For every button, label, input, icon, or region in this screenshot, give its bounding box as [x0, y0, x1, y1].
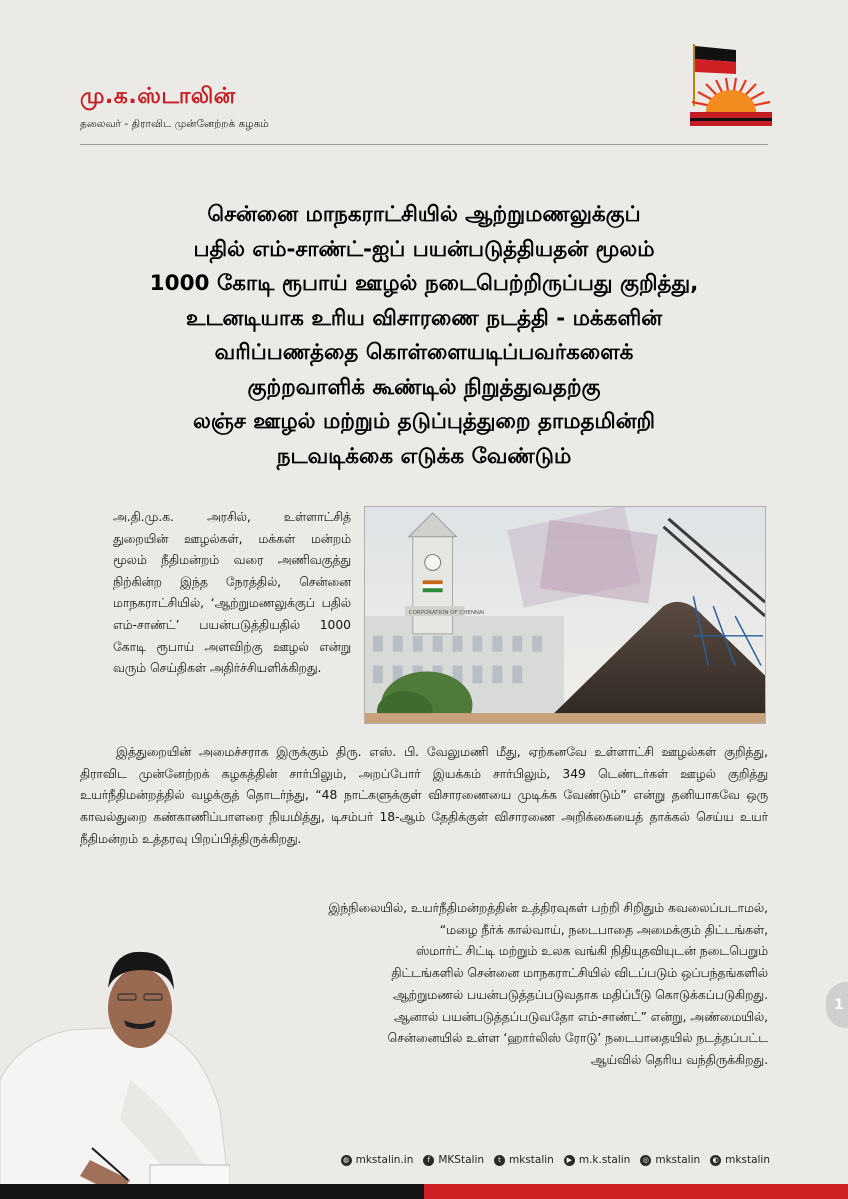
paragraph-3-line: “மழை நீர்க் கால்வாய், நடைபாதை அமைக்கும் திட்டங்கள், [439, 922, 768, 937]
building-sign: CORPORATION OF CHENNAI [408, 610, 485, 617]
social-label: MKStalin [438, 1154, 485, 1166]
paragraph-3-line: சென்னையில் உள்ள ‘ஹார்லிஸ் ரோடு’ நடைபாதையில் நடத்தப்பட்ட [387, 1031, 768, 1046]
social-link-youtube[interactable] [564, 1154, 631, 1166]
header-divider [80, 144, 768, 145]
social-link-facebook[interactable] [423, 1154, 484, 1166]
koo-icon: ◐ [710, 1155, 721, 1166]
headline-line: குற்றவாளிக் கூண்டில் நிறுத்துவதற்கு [247, 374, 601, 400]
social-links [300, 1154, 770, 1166]
paragraph-3-line: ஆற்றுமணல் பயன்படுத்தப்படுவதாக மதிப்பீடு கொடுக்கப்படுகிறது. [393, 987, 768, 1002]
news-photo [364, 506, 766, 724]
headline-line: பதில் எம்-சாண்ட்-ஐப் பயன்படுத்தியதன் மூலம் [193, 236, 655, 262]
intro-paragraph: அ.தி.மு.க. அரசில், உள்ளாட்சித் துறையின் ஊழல்கள், மக்கள் மன்றம் மூலம் நீதிமன்றம் வரை அணிவகுத்து நிற்கின்ற இந்த நேரத்தில், சென்னை மாநகராட்சியில், ‘ஆற்றுமணலுக்குப் பதில் எம்-சாண்ட்’ பயன்படுத்தியதில் 1000 கோடி ரூபாய் அளவிற்கு ஊழல் என்று வரும் செய்திகள் அதிர்ச்சியளிக்கிறது. [113, 510, 351, 676]
paragraph-3-line: ஆனால் பயன்படுத்தப்படுவதோ எம்-சாண்ட்” என்று, அண்மையில், [394, 1009, 768, 1024]
headline-line: லஞ்ச ஊழல் மற்றும் தடுப்புத்துறை தாமதமின்றி [192, 409, 656, 434]
social-label: mkstalin [725, 1154, 770, 1166]
social-label: mkstalin [655, 1154, 701, 1166]
headline-line: வரிப்பணத்தை கொள்ளையடிப்பவர்களைக் [214, 340, 634, 365]
social-label: m.k.stalin [578, 1154, 631, 1166]
paragraph-3-line: ஸ்மார்ட் சிட்டி மற்றும் உலக வங்கி நிதியுதவியுடன் நடைபெறும் [416, 944, 768, 959]
facebook-icon: f [423, 1155, 434, 1166]
leader-portrait [0, 930, 230, 1199]
footer-bar-red [424, 1184, 848, 1199]
paragraph-2: இத்துறையின் அமைச்சராக இருக்கும் திரு. எஸ். பி. வேலுமணி மீது, ஏற்கனவே உள்ளாட்சி ஊழல்கள் குறித்து, திராவிட முன்னேற்றக் கழகத்தின் சார்பிலும், அறப்போர் இயக்கம் சார்பிலும், 349 டெண்டர்கள் ஊழல் குறித்து உயர்நீதிமன்றத்தில் வழக்குத் தொடர்ந்து, “48 நாட்களுக்குள் விசாரணையை முடிக்க வேண்டும்” என்று தனியாகவே ஒரு காவல்துறை கண்காணிப்பாளரை நியமித்து, டிசம்பர் 18-ஆம் தேதிக்குள் விசாரணை அறிக்கையைத் தாக்கல் செய்ய உயர் நீதிமன்றம் உத்தரவு பிறப்பித்திருக்கிறது. [80, 745, 768, 846]
twitter-icon: t [494, 1155, 505, 1166]
headline-line: நடவடிக்கை எடுக்க வேண்டும் [276, 443, 572, 469]
social-label: mkstalin [509, 1154, 554, 1166]
social-link-instagram[interactable] [640, 1154, 700, 1166]
social-link-website[interactable] [341, 1154, 414, 1166]
paragraph-3-line: ஆய்வில் தெரிய வந்திருக்கிறது. [590, 1052, 768, 1067]
leader-designation: தலைவர் - திராவிட முன்னேற்றக் கழகம் [80, 118, 269, 130]
headline-line: உடனடியாக உரிய விசாரணை நடத்தி - மக்களின் [185, 305, 663, 331]
party-flag-logo [686, 40, 776, 130]
instagram-icon: ◎ [640, 1155, 651, 1166]
social-link-twitter[interactable] [494, 1154, 554, 1166]
youtube-icon: ▶ [564, 1155, 575, 1166]
footer-bar-black [0, 1184, 424, 1199]
headline-line: 1000 கோடி ரூபாய் ஊழல் நடைபெற்றிருப்பது குறித்து, [149, 271, 699, 296]
headline-line: சென்னை மாநகராட்சியில் ஆற்றுமணலுக்குப் [207, 202, 641, 227]
page-number: 1 [826, 982, 848, 1028]
social-label: mkstalin.in [355, 1154, 414, 1166]
leader-name: மு.க.ஸ்டாலின் [80, 84, 236, 109]
globe-icon: ◍ [341, 1155, 352, 1166]
paragraph-3-line: திட்டங்களில் சென்னை மாநகராட்சியில் விடப்படும் ஒப்பந்தங்களில் [391, 966, 768, 981]
paragraph-3-line: இந்நிலையில், உயர்நீதிமன்றத்தின் உத்திரவுகள் பற்றி சிறிதும் கவலைப்படாமல், [328, 901, 768, 915]
social-link-koo[interactable] [710, 1154, 770, 1166]
headline [70, 198, 778, 474]
